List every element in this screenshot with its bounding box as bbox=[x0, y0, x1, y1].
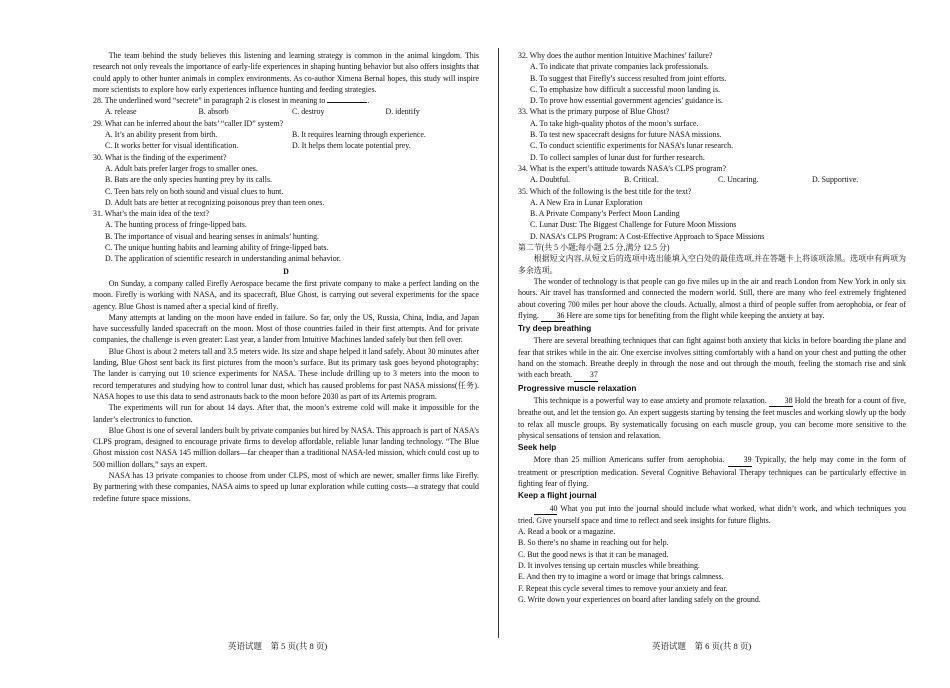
q33-option-b: B. To test new spacecraft designs for future NASA missions. bbox=[530, 130, 722, 140]
q32-option-a: A. To indicate that private companies lack professionals. bbox=[530, 62, 709, 72]
question-35 bbox=[518, 186, 906, 242]
q29-option-d: D. It helps them locate potential prey. bbox=[292, 141, 411, 151]
right-column bbox=[518, 50, 906, 605]
passage-d-paragraph: On Sunday, a company called Firefly Aerospace became the first private company to make a perfect landing on the moon. Firefly is working with NASA, and its spacecraft, Blue Ghost, is carrying out several experiments for the space agency. Blue Ghost is named after a special kind of firefly. bbox=[93, 278, 479, 311]
question-32 bbox=[518, 50, 906, 106]
q35-option-b: B. A Private Company’s Perfect Moon Landing bbox=[530, 209, 680, 219]
q35-option-d: D. NASA’s CLPS Program: A Cost-Effective Approach to Space Missions bbox=[530, 231, 765, 241]
blank-38: 38 bbox=[769, 395, 793, 407]
q34-option-b: B. Critical. bbox=[624, 175, 659, 185]
q30-option-a: A. Adult bats prefer larger frogs to smaller ones. bbox=[105, 163, 258, 173]
q32-option-d: D. To prove how essential government agencies’ guidance is. bbox=[530, 96, 723, 106]
paragraph-text: More than 25 million Americans suffer from aerophobia. bbox=[533, 455, 725, 465]
q31-option-c: C. The unique hunting habits and learning ability of fringe-lipped bats. bbox=[105, 243, 329, 253]
heading-muscle-relaxation: Progressive muscle relaxation bbox=[518, 383, 637, 393]
paragraph-text: This technique is a powerful way to ease anxiety and promote relaxation. bbox=[533, 395, 767, 405]
question-28 bbox=[93, 95, 479, 118]
passage-d-paragraph: The experiments will run for about 14 days. After that, the moon’s extreme cold will make it impossible for the lander’s electronics to function. bbox=[93, 403, 479, 424]
option-b: B. So there’s no shame in reaching out for help. bbox=[518, 538, 669, 548]
q28-option-b: B. absorb bbox=[198, 107, 229, 117]
passage-d-paragraph: Blue Ghost is about 2 meters tall and 3.5 meters wide. Its size and shape helped it land safely. About 30 minutes after landing, Blue Ghost sent back its first pictures from the moon’s surface. But its primary task goes beyond photography: The lander is carrying out 10 science experiments for NASA. These include drilling up to 3 meters into the moon to record temperatures and studying how to control lunar dust, which has caused problems for past NASA missions(任务). NASA hopes to use this data to send astronauts back to the moon before 2030 as part of its Artemis program. bbox=[93, 346, 479, 401]
option-d: D. It involves tensing up certain muscles while breathing. bbox=[518, 561, 700, 571]
q33-option-c: C. To conduct scientific experiments for NASA’s lunar research. bbox=[530, 141, 734, 151]
q31-option-b: B. The importance of visual and hearing senses in animals’ hunting. bbox=[105, 231, 320, 241]
paragraph-text: Hold the breath for a count of five, breathe out, and let the tension go. An expert suggests starting by tensing the feet muscles and working slowly up the body to relax all muscle groups. By systematically focusing on each muscle group, you can become more sensitive to the physical sensations of tension and relaxation. bbox=[518, 395, 906, 440]
passage-paragraph-2 bbox=[518, 335, 906, 381]
heading-deep-breathing: Try deep breathing bbox=[518, 324, 592, 334]
q30-option-b: B. Bats are the only species hunting prey by its calls. bbox=[105, 175, 272, 185]
blank-36: 36 bbox=[541, 310, 565, 322]
q32-option-c: C. To emphasize how difficult a successful moon landing is. bbox=[530, 84, 721, 94]
q34-option-c: C. Uncaring. bbox=[718, 175, 759, 185]
question-34 bbox=[518, 163, 906, 186]
passage-d-paragraph: Blue Ghost is one of several landers built by private companies but hired by NASA. This approach is part of NASA’s CLPS program, designed to encourage private firms to develop affordable, reliable lunar landing technology. “The Blue Ghost mission cost NASA 145 million dollars—far cheaper than a traditional NASA-led mission, which could cost up to 500 million dollars,” says an expert. bbox=[93, 425, 479, 469]
q28-blank bbox=[327, 102, 367, 103]
answer-options bbox=[518, 526, 906, 605]
paragraph-text: The wonder of technology is that people can go five miles up in the air and reach London from New York in only six hours. Air travel has transformed and connected the modern world. Still, there are many who feel extremely frightened about covering 700 miles per hour above the clouds. Actually, almost a third of people suffer from aerophobia, or fear of flying. bbox=[518, 276, 906, 320]
paragraph-text: There are several breathing techniques that can fight against both anxiety that kicks in before boarding the plane and fear that strikes while in the air. One exercise involves sitting comfortably with a hand on your chest and putting the other hand on the stomach. Breathe deeply in through the nose and out through the mouth, feeling the stomach rise and sink with each breath. bbox=[518, 336, 906, 380]
q31-stem: 31. What’s the main idea of the text? bbox=[93, 209, 209, 219]
left-page-footer: 英语试题 第 5 页(共 8 页) bbox=[228, 641, 328, 651]
blank-40: 40 bbox=[534, 503, 558, 515]
option-a: A. Read a book or a magazine. bbox=[518, 527, 616, 537]
paragraph-text: Typically, the help may come in the form of treatment or prescription medication. Several Cognitive Behavioral Therapy techniques can be particularly effective in fighting fear of flying. bbox=[518, 455, 906, 488]
question-30 bbox=[93, 152, 479, 208]
q28-option-c: C. destroy bbox=[292, 107, 325, 117]
q34-stem: 34. What is the expert’s attitude towards NASA’s CLPS program? bbox=[518, 163, 727, 173]
q28-end: . bbox=[367, 96, 370, 106]
q29-stem: 29. What can be inferred about the bats’ “caller ID” system? bbox=[93, 118, 284, 128]
section-2-instructions: 根据短文内容,从短文后的选项中选出能填入空白处的最佳选项,并在答题卡上将该项涂黑。选项中有两项为多余选项。 bbox=[518, 254, 906, 275]
q29-option-c: C. It works better for visual identification. bbox=[105, 141, 239, 151]
q30-option-c: C. Teen bats rely on both sound and visual clues to hunt. bbox=[105, 186, 284, 196]
q35-option-a: A. A New Era in Lunar Exploration bbox=[530, 197, 643, 207]
passage-d bbox=[93, 278, 479, 504]
q32-stem: 32. Why does the author mention Intuitive Machines’ failure? bbox=[518, 51, 713, 60]
passage-d-paragraph: Many attempts at landing on the moon have ended in failure. So far, only the US, Russia, China, India, and Japan have successfully landed spacecraft on the moon. Most of those countries failed in their first attempts. And for private companies, the challenge is even greater: Last year, a lander from Intuitive Machines landed safely but then fell over. bbox=[93, 312, 479, 345]
q34-option-d: D. Supportive. bbox=[812, 175, 859, 185]
question-31 bbox=[93, 208, 479, 264]
q31-option-d: D. The application of scientific research in understanding animal behavior. bbox=[105, 254, 341, 264]
q30-stem: 30. What is the finding of the experiment? bbox=[93, 152, 227, 162]
column-divider bbox=[498, 48, 499, 638]
q35-option-c: C. Lunar Dust: The Biggest Challenge for Future Moon Missions bbox=[530, 220, 737, 230]
right-page-footer: 英语试题 第 6 页(共 8 页) bbox=[652, 641, 752, 651]
q35-stem: 35. Which of the following is the best title for the text? bbox=[518, 186, 692, 196]
q29-option-a: A. It’s an ability present from birth. bbox=[105, 130, 218, 140]
q29-option-b: B. It requires learning through experience. bbox=[292, 130, 426, 140]
section-d-heading: D bbox=[283, 266, 289, 276]
heading-flight-journal: Keep a flight journal bbox=[518, 491, 597, 501]
q31-option-a: A. The hunting process of fringe-lipped bats. bbox=[105, 220, 247, 230]
passage-d-paragraph: NASA has 13 private companies to choose from under CLPS, most of which are newer, smaller firms like Firefly. By partnering with these companies, NASA aims to speed up lunar exploration while cutting costs—a strategy that could redefine future space missions. bbox=[93, 470, 479, 503]
option-g: G. Write down your experiences on board after landing safely on the ground. bbox=[518, 594, 761, 604]
question-29 bbox=[93, 118, 479, 152]
q32-option-b: B. To suggest that Firefly’s success resulted from joint efforts. bbox=[530, 73, 727, 83]
q28-stem: 28. The underlined word “secrete” in paragraph 2 is closest in meaning to bbox=[93, 96, 326, 106]
blank-37: 37 bbox=[574, 369, 598, 381]
option-e: E. And then try to imagine a word or image that brings calmness. bbox=[518, 572, 724, 582]
passage-paragraph-5 bbox=[518, 503, 906, 527]
passage-paragraph-3 bbox=[518, 395, 906, 441]
heading-seek-help: Seek help bbox=[518, 443, 557, 453]
section-2-title: 第二节(共 5 小题;每小题 2.5 分,满分 12.5 分) bbox=[518, 243, 670, 253]
blank-39: 39 bbox=[728, 454, 752, 466]
option-f: F. Repeat this cycle several times to remove your anxiety and fear. bbox=[518, 583, 728, 593]
intro-paragraph: The team behind the study believes this listening and learning strategy is common in the animal kingdom. This research not only reveals the importance of early-life experiences in shaping hunting behavior but also offers insights that could apply to other hunter animals in complex environments. As co-author Ximena Bernal hopes, this study will inspire more scientists to explore how early experiences influence hunting and feeding strategies. bbox=[93, 51, 479, 94]
left-column bbox=[93, 50, 479, 504]
question-33 bbox=[518, 106, 906, 162]
paragraph-text: Here are some tips for benefiting from the flight while keeping the anxiety at bay. bbox=[566, 310, 825, 320]
option-c: C. But the good news is that it can be managed. bbox=[518, 549, 669, 559]
q34-option-a: A. Doubtful. bbox=[530, 175, 571, 185]
passage-paragraph-1 bbox=[518, 276, 906, 322]
q33-option-a: A. To take high-quality photos of the moon’s surface. bbox=[530, 118, 699, 128]
q33-stem: 33. What is the primary purpose of Blue Ghost? bbox=[518, 107, 670, 117]
q33-option-d: D. To collect samples of lunar dust for further research. bbox=[530, 152, 705, 162]
paragraph-text: What you put into the journal should include what worked, what didn’t work, and which techniques you tried. Give yourself space and time to reflect and seek insights for future flights. bbox=[518, 503, 906, 525]
q30-option-d: D. Adult bats are better at recognizing poisonous prey than teen ones. bbox=[105, 197, 325, 207]
passage-paragraph-4 bbox=[518, 454, 906, 489]
q28-option-d: D. identify bbox=[385, 107, 420, 117]
q28-option-a: A. release bbox=[105, 107, 137, 117]
